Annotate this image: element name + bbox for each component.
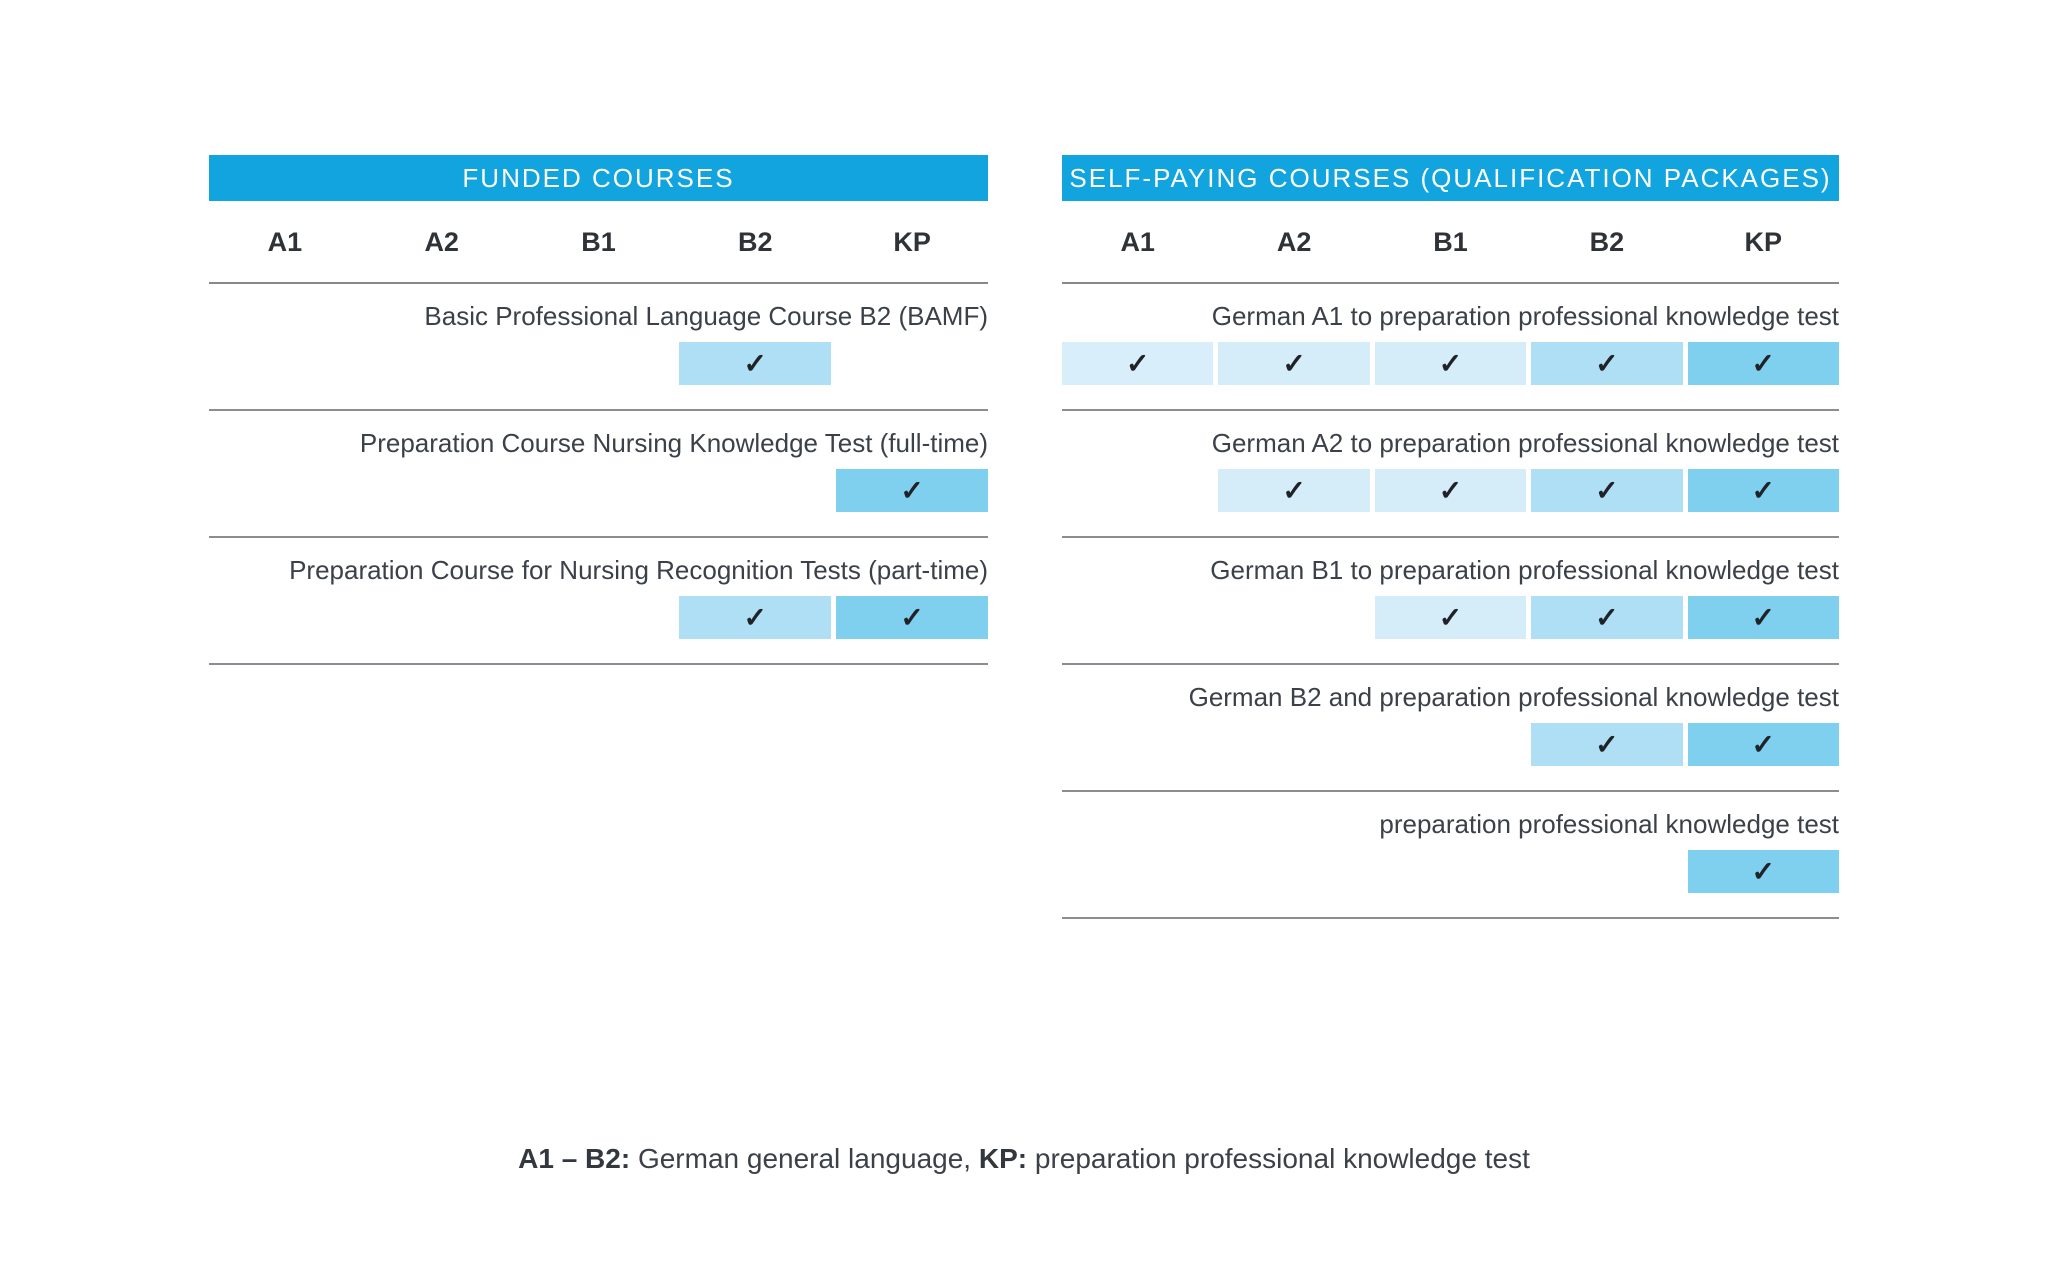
- cell-a2: [366, 596, 518, 639]
- checkmark-icon: ✓: [1438, 348, 1463, 379]
- cell-b1: [1375, 342, 1526, 385]
- cell-a2: [366, 469, 518, 512]
- check-cells: [1062, 850, 1839, 893]
- legend-key-kp: KP:: [978, 1143, 1028, 1174]
- self-paying-column-headers: [1062, 201, 1839, 284]
- column-header-kp: KP: [1744, 227, 1783, 257]
- cell-b1: [1375, 469, 1526, 512]
- checkmark-icon: ✓: [1282, 348, 1306, 379]
- checkmark-icon: ✓: [1751, 729, 1776, 760]
- course-row: [1062, 792, 1839, 919]
- checkmark-icon: ✓: [1751, 602, 1776, 633]
- checkmark-icon: ✓: [900, 475, 924, 506]
- check-cells: [1062, 342, 1839, 385]
- column-header-kp: KP: [893, 227, 931, 257]
- course-row: [209, 538, 988, 665]
- cell-kp: [1688, 723, 1839, 766]
- checkmark-icon: ✓: [1751, 475, 1776, 506]
- cell-kp: [1688, 342, 1839, 385]
- column-header-a2: A2: [1276, 227, 1312, 257]
- cell-b2: [1531, 469, 1682, 512]
- column-header-b2: B2: [1589, 227, 1625, 257]
- cell-b1: [1375, 850, 1526, 893]
- cell-b1: [1375, 596, 1526, 639]
- cell-b2: [679, 596, 831, 639]
- cell-b1: [523, 469, 675, 512]
- checkmark-icon: ✓: [1595, 475, 1619, 506]
- legend-key-levels: A1 – B2:: [518, 1143, 631, 1174]
- course-label: German B2 and preparation professional knowledge test: [1188, 682, 1839, 712]
- check-cells: [209, 342, 988, 385]
- checkmark-icon: ✓: [900, 602, 924, 633]
- cell-kp: [1688, 469, 1839, 512]
- cell-b2: [1531, 342, 1682, 385]
- checkmark-icon: ✓: [1751, 856, 1776, 887]
- check-cells: [1062, 469, 1839, 512]
- cell-a2: [1218, 469, 1369, 512]
- cell-b2: [679, 469, 831, 512]
- check-cells: [1062, 596, 1839, 639]
- course-row: [1062, 411, 1839, 538]
- course-label: German A2 to preparation professional knowledge test: [1211, 428, 1839, 458]
- course-row: [209, 284, 988, 411]
- course-row: [1062, 538, 1839, 665]
- check-cells: [209, 469, 988, 512]
- course-label: German B1 to preparation professional knowledge test: [1210, 555, 1839, 585]
- cell-a1: [1062, 469, 1213, 512]
- course-row: [1062, 665, 1839, 792]
- cell-a2: [1218, 596, 1369, 639]
- cell-a1: [209, 469, 361, 512]
- checkmark-icon: ✓: [1595, 729, 1619, 760]
- legend-text-kp: preparation professional knowledge test: [1027, 1143, 1530, 1174]
- cell-a1: [209, 596, 361, 639]
- cell-a2: [1218, 850, 1369, 893]
- checkmark-icon: ✓: [1438, 475, 1463, 506]
- course-label: Basic Professional Language Course B2 (BAMF): [424, 301, 988, 331]
- checkmark-icon: ✓: [1595, 348, 1619, 379]
- column-header-a2: A2: [424, 227, 459, 257]
- column-header-a1: A1: [267, 227, 303, 257]
- checkmark-icon: ✓: [1282, 475, 1306, 506]
- checkmark-icon: ✓: [743, 602, 768, 633]
- checkmark-icon: ✓: [1751, 348, 1776, 379]
- check-cells: [1062, 723, 1839, 766]
- cell-kp: [836, 596, 988, 639]
- self-paying-courses-banner: SELF-PAYING COURSES (QUALIFICATION PACKAGES): [1062, 155, 1839, 201]
- course-label: Preparation Course Nursing Knowledge Test (full-time): [359, 428, 988, 458]
- column-header-b1: B1: [1433, 227, 1468, 257]
- check-cells: [209, 596, 988, 639]
- cell-a1: [1062, 342, 1213, 385]
- cell-a1: [1062, 723, 1213, 766]
- cell-a1: [1062, 596, 1213, 639]
- cell-a2: [1218, 723, 1369, 766]
- cell-b1: [523, 596, 675, 639]
- legend-text-levels: German general language,: [630, 1143, 979, 1174]
- funded-courses-banner: FUNDED COURSES: [209, 155, 988, 201]
- course-label: preparation professional knowledge test: [1379, 809, 1839, 839]
- cell-b2: [1531, 596, 1682, 639]
- cell-kp: [1688, 596, 1839, 639]
- cell-kp: [1688, 850, 1839, 893]
- cell-a1: [1062, 850, 1213, 893]
- cell-b2: [1531, 723, 1682, 766]
- checkmark-icon: ✓: [1438, 602, 1463, 633]
- column-header-a1: A1: [1120, 227, 1155, 257]
- cell-kp: [836, 469, 988, 512]
- cell-a2: [1218, 342, 1369, 385]
- cell-b2: [679, 342, 831, 385]
- column-header-b1: B1: [581, 227, 616, 257]
- cell-a2: [366, 342, 518, 385]
- cell-b1: [523, 342, 675, 385]
- course-label: Preparation Course for Nursing Recognition Tests (part-time): [289, 555, 988, 585]
- checkmark-icon: ✓: [1125, 348, 1150, 379]
- funded-column-headers: [209, 201, 988, 284]
- checkmark-icon: ✓: [1595, 602, 1619, 633]
- course-label: German A1 to preparation professional knowledge test: [1211, 301, 1839, 331]
- cell-kp: [836, 342, 988, 385]
- self-paying-rows: [1062, 284, 1839, 919]
- self-paying-courses-table: [1062, 155, 1839, 919]
- checkmark-icon: ✓: [743, 348, 768, 379]
- cell-b1: [1375, 723, 1526, 766]
- legend: [0, 1143, 2048, 1175]
- course-row: [209, 411, 988, 538]
- course-row: [1062, 284, 1839, 411]
- column-header-b2: B2: [738, 227, 773, 257]
- funded-courses-table: [209, 155, 988, 665]
- cell-b2: [1531, 850, 1682, 893]
- cell-a1: [209, 342, 361, 385]
- funded-rows: [209, 284, 988, 665]
